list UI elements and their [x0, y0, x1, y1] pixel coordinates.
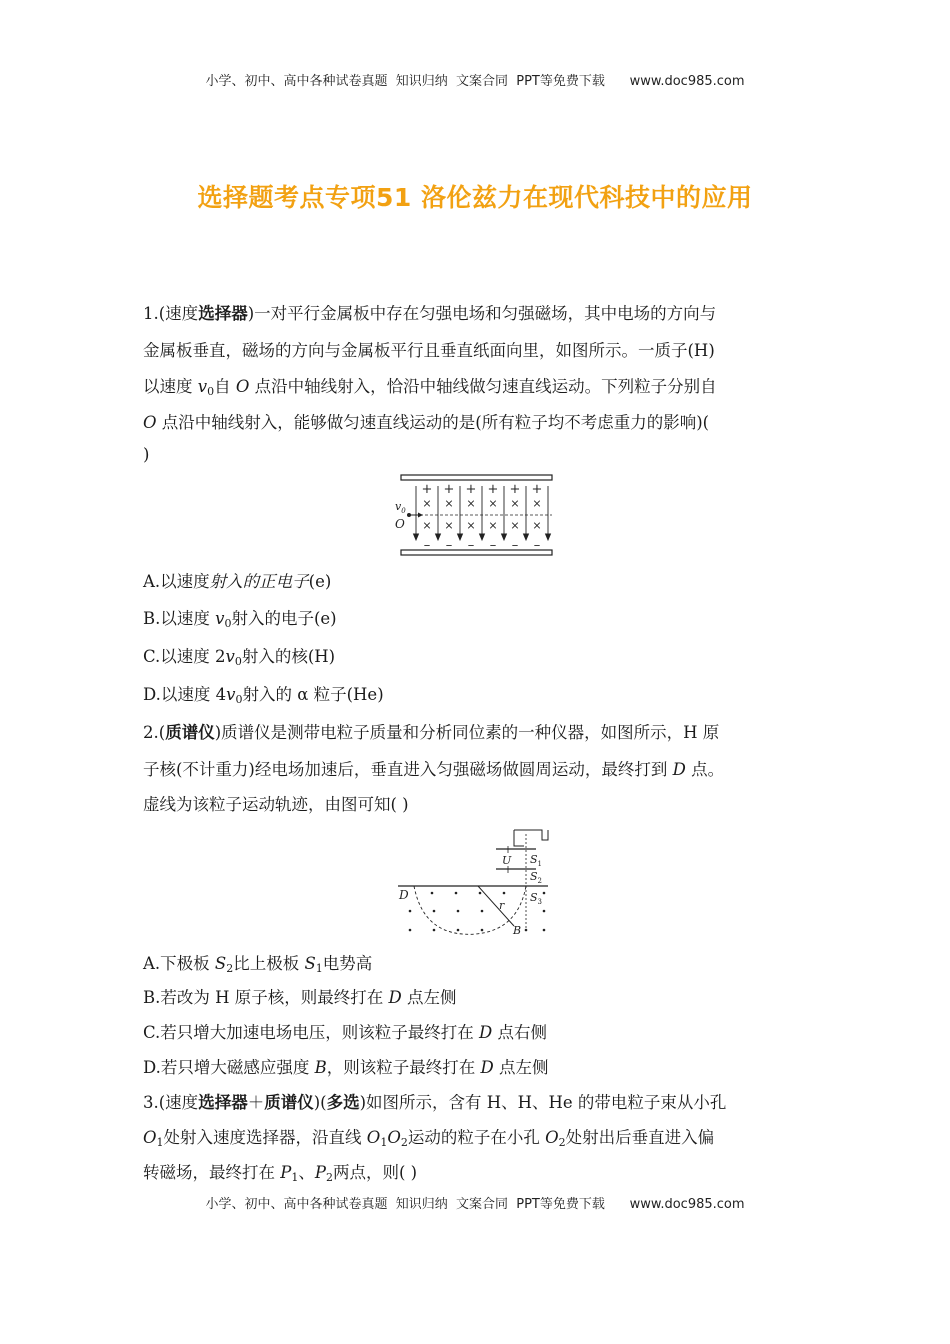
svg-text:×: ×	[532, 519, 542, 532]
q1-line-1: 1.(速度选择器)一对平行金属板中存在匀强电场和匀强磁场，其中电场的方向与	[143, 304, 717, 323]
q1-line-4: O 点沿中轴线射入，能够做匀速直线运动的是(所有粒子均不考虑重力的影响)(	[143, 413, 710, 432]
svg-text:×: ×	[422, 497, 432, 510]
q2-option-a[interactable]: A.下极板 $S_2$比上极板 $S_1$电势高	[143, 954, 373, 975]
svg-text:×: ×	[466, 519, 476, 532]
svg-text:+: +	[421, 482, 433, 497]
mass-spectrometer-figure	[396, 826, 556, 938]
d-label: D	[399, 888, 409, 902]
velocity-selector-figure	[390, 472, 560, 560]
s3-label: $S_3$	[530, 891, 543, 906]
q1-line-2: 金属板垂直，磁场的方向与金属板平行且垂直纸面向里，如图所示。一质子(H)	[143, 341, 715, 360]
q3-line-2: $O_1$处射入速度选择器，沿直线 $O_1O_2$运动的粒子在小孔 $O_2$处射出后垂直进入偏	[143, 1128, 715, 1149]
field-lines	[414, 486, 551, 540]
page-header: 小学、初中、高中各种试卷真题 知识归纳 文案合同 PPT等免费下载 www.doc985.com	[205, 74, 745, 89]
ion-source	[514, 830, 548, 846]
q1-option-c[interactable]: C.以速度 $2v_0$射入的核(H)	[143, 647, 336, 668]
q3-line-3: 转磁场，最终打在 $P_1$、$P_2$两点，则( )	[143, 1163, 418, 1184]
svg-text:–: –	[467, 538, 475, 553]
svg-text:–: –	[489, 538, 497, 553]
q2-option-d[interactable]: D.若只增大磁感应强度 B，则该粒子最终打在 D 点左侧	[143, 1058, 549, 1077]
q2-option-c[interactable]: C.若只增大加速电场电压，则该粒子最终打在 D 点右侧	[143, 1023, 548, 1042]
svg-text:–: –	[445, 538, 453, 553]
svg-text:–: –	[533, 538, 541, 553]
svg-text:+: +	[465, 482, 477, 497]
q2-line-2: 子核(不计重力)经电场加速后，垂直进入匀强磁场做圆周运动，最终打到 D 点。	[143, 760, 725, 779]
q1-option-d[interactable]: D.以速度 $4v_0$射入的 α 粒子(He)	[143, 685, 384, 706]
r-label: r	[499, 899, 505, 912]
q2-option-b[interactable]: B.若改为 H 原子核，则最终打在 D 点左侧	[143, 988, 457, 1007]
s1-label: $S_1$	[530, 853, 543, 868]
b-label: B	[513, 924, 522, 937]
s2-label: $S_2$	[530, 870, 543, 885]
svg-text:+: +	[531, 482, 543, 497]
radius-line	[478, 886, 514, 926]
svg-text:×: ×	[466, 497, 476, 510]
page-title: 选择题考点专项51 洛伦兹力在现代科技中的应用	[197, 183, 753, 212]
svg-text:×: ×	[488, 497, 498, 510]
svg-text:×: ×	[444, 497, 454, 510]
svg-text:×: ×	[532, 497, 542, 510]
q3-line-1: 3.(速度选择器＋质谱仪)(多选)如图所示，含有 H、H、He 的带电粒子束从小孔	[143, 1093, 727, 1112]
svg-text:×: ×	[510, 497, 520, 510]
svg-text:×: ×	[444, 519, 454, 532]
q1-line-5: )	[143, 445, 150, 464]
magnetic-field-dots	[409, 892, 546, 932]
svg-text:+: +	[443, 482, 455, 497]
svg-text:×: ×	[422, 519, 432, 532]
upper-plate	[401, 475, 552, 480]
v0-label: $v_0$	[395, 500, 406, 515]
svg-text:–: –	[511, 538, 519, 553]
q2-line-3: 虚线为该粒子运动轨迹，由图可知( )	[143, 795, 409, 814]
q2-line-1: 2.(质谱仪)质谱仪是测带电粒子质量和分析同位素的一种仪器，如图所示，H 原	[143, 723, 720, 742]
page-footer: 小学、初中、高中各种试卷真题 知识归纳 文案合同 PPT等免费下载 www.doc985.com	[205, 1197, 745, 1212]
q1-option-b[interactable]: B.以速度 $v_0$射入的电子(e)	[143, 609, 337, 630]
svg-text:+: +	[509, 482, 521, 497]
q1-line-3: 以速度 $v_0$自 O 点沿中轴线射入，恰沿中轴线做匀速直线运动。下列粒子分别自	[143, 377, 717, 398]
svg-text:–: –	[423, 538, 431, 553]
u-label: U	[502, 854, 512, 867]
svg-text:×: ×	[510, 519, 520, 532]
q1-option-a[interactable]: A.以速度射入的正电子(e)	[143, 572, 332, 591]
svg-text:+: +	[487, 482, 499, 497]
o-label: O	[395, 517, 405, 531]
svg-text:×: ×	[488, 519, 498, 532]
